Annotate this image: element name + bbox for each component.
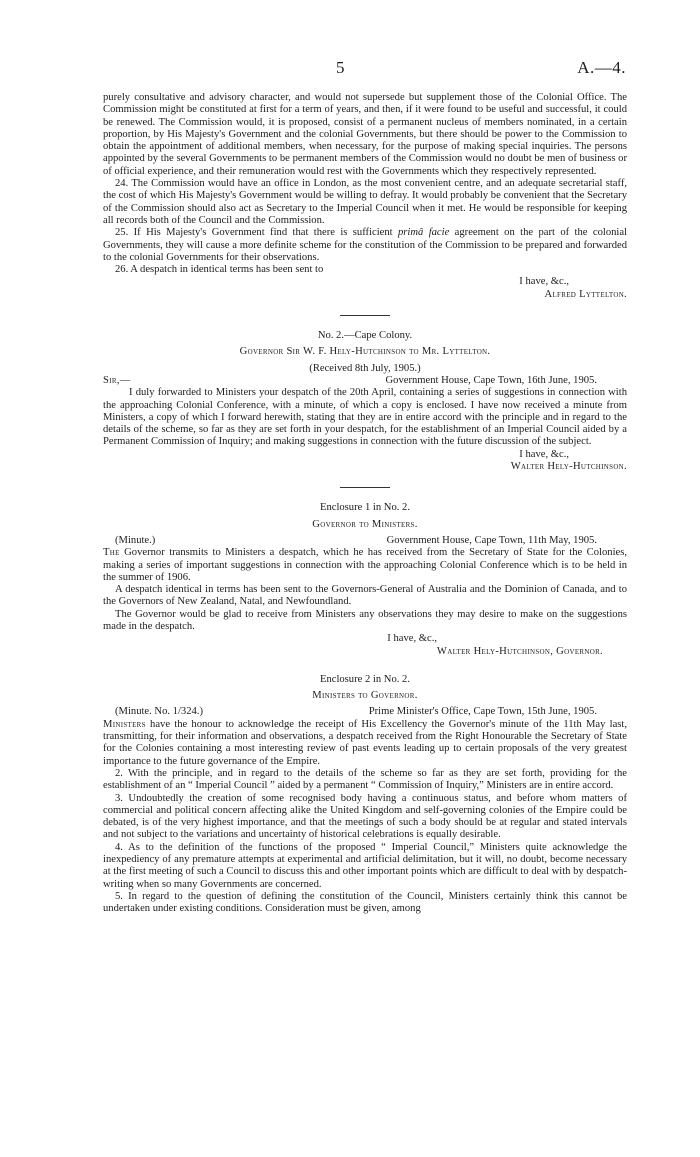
enclosure-paragraph-5: 5. In regard to the question of defining the constitution of the Council, Ministers certainly think this cannot be undertaken under existing conditions. Consideration must be given, among xyxy=(103,890,627,915)
signature: Walter Hely-Hutchinson, Governor. xyxy=(436,645,603,657)
place-date: Prime Minister's Office, Cape Town, 15th June, 1905. xyxy=(368,706,597,718)
page-number: 5 xyxy=(336,58,345,77)
document-reference: A.—4. xyxy=(577,58,626,77)
place-date: Government House, Cape Town, 11th May, 1905. xyxy=(386,534,597,546)
minute-label: (Minute.) xyxy=(115,534,156,546)
enclosure-paragraph-4: 4. As to the definition of the functions of the proposed “ Imperial Council,” Ministers quite acknowledge the inexpediency of any premature attempts at experimental and artificial delimitation, but it will, no doubt, become necessary at the first meeting of such a Council to discuss this and other important points which are difficult to deal with by despatch-writing when so many Governments are concerned. xyxy=(103,841,627,890)
section-divider xyxy=(340,487,390,488)
enclosure-subtitle: Governor to Ministers. xyxy=(312,518,418,530)
enclosure-title: Enclosure 2 in No. 2. xyxy=(319,673,411,685)
salutation-row xyxy=(103,375,627,387)
page-header xyxy=(0,58,700,80)
lead-word: Ministers xyxy=(103,718,146,730)
enclosure-title: Enclosure 1 in No. 2. xyxy=(319,502,411,514)
received-date: (Received 8th July, 1905.) xyxy=(309,362,421,374)
document-body xyxy=(103,92,627,916)
paragraph-25-part-a: 25. If His Majesty's Government find that there is sufficient xyxy=(115,227,398,239)
paragraph-text: have the honour to acknowledge the receipt of His Excellency the Governor's minute of the 11th May last, transmitting, for their information and observations, a despatch received from the Right Honourable the Secretary of State for the Colonies containing a most interesting review of past events leading up to certain proposals of the very greatest importance to the future governance of the Empire. xyxy=(103,718,627,767)
enclosure-paragraph-2: A despatch identical in terms has been sent to the Governors-General of Australia and the Dominion of Canada, and to the Governors of New Zealand, Natal, and Newfoundland. xyxy=(103,584,627,608)
enclosure-paragraph-1 xyxy=(103,719,627,768)
closing-line: I have, &c., xyxy=(519,448,569,460)
signature: Alfred Lyttelton. xyxy=(544,288,627,300)
paragraph-text: Governor transmits to Ministers a despatch, which he has received from the Secretary of State for the Colonies, making a series of important suggestions in connection with the approaching Colonial Conference which is to be held in the summer of 1906. xyxy=(103,547,627,583)
paragraph-25-part-b: agreement on the part of the colonial Governments, they will cause a more definite scheme for the constitution of the Commission to be prepared and forwarded to the colonial Governments for their observations. xyxy=(103,227,628,263)
minute-row xyxy=(103,706,627,718)
paragraph-25 xyxy=(103,227,627,264)
section-from-to xyxy=(103,346,627,358)
section-title: No. 2.—Cape Colony. xyxy=(317,330,413,342)
minute-row xyxy=(103,535,627,547)
enclosure-subtitle: Ministers to Governor. xyxy=(312,690,418,702)
place-date: Government House, Cape Town, 16th June, 1905. xyxy=(385,374,597,386)
enclosure-paragraph-3: The Governor would be glad to receive from Ministers any observations they may desire to make on the suggestions made in the despatch. xyxy=(103,608,627,632)
lead-word: The xyxy=(103,547,120,559)
paragraph-continued: purely consultative and advisory character, and would not supersede but supplement those of the Colonial Office. The Commission might be constituted at first for a term of years, and then, if it were found to be useful and successful, it could be renewed. The Commission would, it is proposed, consist of a permanent nucleus of members nominated, in a certain proportion, by His Majesty's Government and the colonial Governments, but there should be power to the Commission to obtain the appointment of additional members, when necessary, for the purpose of making special inquiries. The persons appointed by the several Governments to be permanent members of the Commission would no doubt be men of business or of official experience, and their remuneration would rest with the Governments which they respectively represented. xyxy=(103,92,627,177)
enclosure-paragraph-3: 3. Undoubtedly the creation of some recognised body having a continuous status, and before whom matters of commercial and political concern affecting alike the United Kingdom and self-governing colonies of the Empire could be debated, is of the very highest importance, and that the meetings of such a body should be at regular and stated intervals and not subject to the variations and uncertainty of historical celebrations is equally desirable. xyxy=(103,792,627,841)
enclosure-paragraph-2: 2. With the principle, and in regard to the details of the scheme so far as they are set forth, providing for the establishment of an “ Imperial Council ” aided by a permanent “ Commission of Inquiry,” Ministers are in entire accord. xyxy=(103,767,627,792)
paragraph-26: 26. A despatch in identical terms has been sent to xyxy=(115,264,324,276)
paragraph-25-italic: primâ facie xyxy=(398,227,450,239)
minute-label: (Minute. No. 1/324.) xyxy=(115,706,203,718)
signature: Walter Hely-Hutchinson. xyxy=(510,461,627,473)
salutation: Sir,— xyxy=(103,374,131,386)
from-to-text: Governor Sir W. F. Hely-Hutchinson to Mr. Lyttelton. xyxy=(239,346,491,358)
closing-line: I have, &c., xyxy=(519,276,569,288)
enclosure-paragraph-1 xyxy=(103,547,627,584)
closing-line: I have, &c., xyxy=(387,633,437,645)
letter-body: I duly forwarded to Ministers your despatch of the 20th April, containing a series of suggestions in connection with the approaching Colonial Conference, with a minute, of which a copy is enclosed. I have now received a minute from Ministers, a copy of which I forward herewith, stating that they are in entire accord with the principle and in regard to the details of the scheme, so far as they are set forth in your despatch, for the establishment of an Imperial Council aided by a Permanent Commission of Inquiry; and making suggestions in connection with the future discussion of the subject. xyxy=(103,387,627,448)
section-divider xyxy=(340,315,390,316)
paragraph-24: 24. The Commission would have an office in London, as the most convenient centre, and an adequate secretarial staff, the cost of which His Majesty's Government would be willing to defray. It would probably be convenient that the Secretary of the Commission should also act as Secretary to the Imperial Council when it met. He would be responsible for keeping all records both of the Council and the Commission. xyxy=(103,178,627,226)
